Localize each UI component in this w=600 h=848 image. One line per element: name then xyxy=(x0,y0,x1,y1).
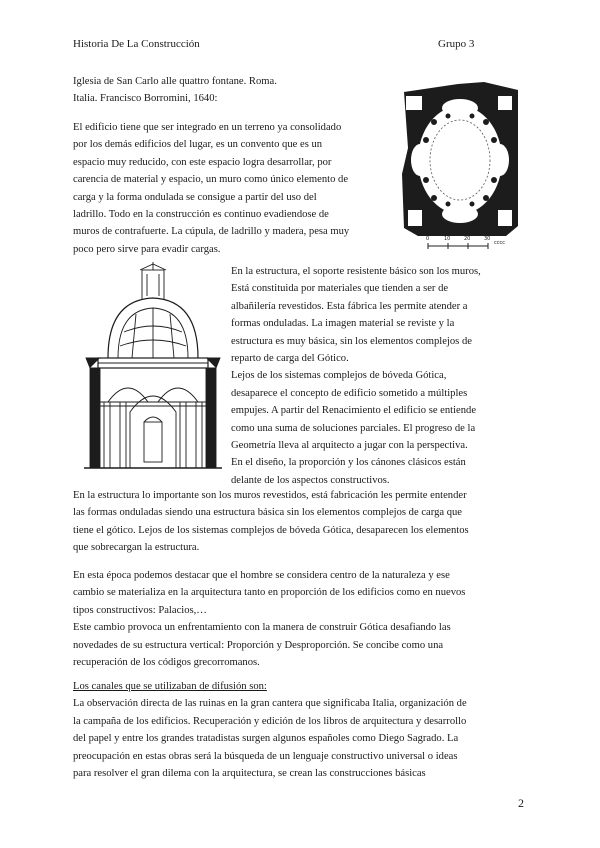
paragraph-3 xyxy=(73,487,469,557)
paragraph-line: cambio se materializa en la arquitectura tanto en proporción de los edificios como en nuevos xyxy=(73,587,466,599)
paragraph-5 xyxy=(73,678,467,782)
plan-niche xyxy=(491,144,509,176)
paragraph-line: poco pero sirve para evadir cargas. xyxy=(73,243,221,255)
section-right-wall xyxy=(206,368,216,468)
paragraph-4 xyxy=(73,567,465,671)
section-left-wall xyxy=(90,368,100,468)
plan-scale-label: 0 xyxy=(426,236,430,242)
paragraph-line: tipos constructivos: Palacios,… xyxy=(73,604,207,616)
paragraph-line: reparto de carga del Gótico. xyxy=(231,353,349,365)
paragraph-line: por los demás edificios del lugar, es un convento que es un xyxy=(73,139,323,151)
plan-side-room xyxy=(498,210,512,226)
paragraph-line: desaparece el concepto de edificio sometido a múltiples xyxy=(231,387,468,399)
plan-niche xyxy=(442,205,478,223)
paragraph-line: El edificio tiene que ser integrado en un terreno ya consolidado xyxy=(73,122,342,133)
section-central-arch xyxy=(130,396,176,468)
paragraph-line: Este cambio provoca un enfrentamiento con la manera de construir Gótica desafiando las xyxy=(73,622,451,634)
intro-line: Italia. Francisco Borromini, 1640: xyxy=(73,93,218,105)
section-lantern xyxy=(142,270,164,300)
paragraph-line: empujes. A partir del Renacimiento el edificio se entiende xyxy=(231,405,477,417)
intro-line: Iglesia de San Carlo alle quattro fontane. Roma. xyxy=(73,76,277,87)
paragraph-2 xyxy=(231,263,481,489)
page-number: 2 xyxy=(518,796,524,810)
paragraph-line: como una suma de soluciones parciales. El progreso de la xyxy=(231,422,476,434)
plan-niche xyxy=(411,144,429,176)
paragraph-line: delante de los aspectos constructivos. xyxy=(231,474,390,486)
paragraph-line: estructura es muy básica, sin los elementos complejos de xyxy=(231,335,472,347)
plan-scale-label: 10 xyxy=(444,236,451,242)
paragraph-line: preocupación en estas obras será la búsqueda de un lenguaje constructivo universal o ideas xyxy=(73,750,458,762)
plan-side-room xyxy=(408,210,422,226)
paragraph-line: En esta época podemos destacar que el hombre se considera centro de la naturaleza y ese xyxy=(73,570,450,581)
paragraph-line: En la estructura, el soporte resistente básico son los muros, xyxy=(231,266,481,277)
paragraph-line: ladrillo. Todo en la construcción es continuo evadiendose de xyxy=(73,209,329,221)
header-title: Historia De La Construcción xyxy=(73,38,200,50)
paragraph-line: para resolver el gran dilema con la arquitectura, se crean las construcciones básicas xyxy=(73,768,426,780)
section-columns xyxy=(104,402,202,468)
paragraph-line: espacio muy reducido, con este espacio logra desarrollar, por xyxy=(73,156,332,168)
plan-scale-label: 20 xyxy=(464,236,471,242)
paragraph-line: del papel y entre los grandes tratadistas surgen algunos españoles como Diego Sagrado. La xyxy=(73,733,459,745)
paragraph-line: En el diseño, la proporción y los cánones clásicos están xyxy=(231,457,466,469)
paragraph-line: carga y la forma ondulada se consigue a partir del uso del xyxy=(73,191,317,203)
paragraph-line: muros de contrafuerte. La cúpula, de ladrillo y madera, pesa muy xyxy=(73,226,350,238)
church-floor-plan-figure xyxy=(398,78,524,260)
paragraph-line: carencia de material y espacio, un muro como único elemento de xyxy=(73,174,349,186)
paragraph-line: albañilería revestidos. Esta fábrica les permite atender a xyxy=(231,300,468,312)
paragraph-line: la campaña de los edificios. Recuperación y edición de los libros de arquitectura y desarrollo xyxy=(73,715,467,727)
paragraph-line: tiene el gótico. Lejos de los sistemas complejos de bóveda Gótica, desaparecen los elementos xyxy=(73,524,469,536)
section-heading: Los canales que se utilizaban de difusión son: xyxy=(73,681,267,692)
paragraph-line: formas onduladas. La imagen material se reviste y la xyxy=(231,318,455,330)
plan-side-room xyxy=(406,96,422,110)
header-group: Grupo 3 xyxy=(438,38,475,50)
plan-scale-label: 30 xyxy=(484,236,491,242)
plan-unit-label: cccc xyxy=(494,240,505,246)
paragraph-line: Geometría lleva al arquitecto a jugar con la perspectiva. xyxy=(231,440,468,452)
plan-oval-hall xyxy=(418,106,502,214)
paragraph-line: novedades de su estructura vertical: Proporción y Desproporción. Se concibe como una xyxy=(73,639,444,651)
paragraph-line: las formas onduladas siendo una estructura básica sin los elementos complejos de carga que xyxy=(73,507,463,519)
church-section-figure xyxy=(84,262,222,472)
paragraph-1 xyxy=(73,119,349,258)
paragraph-line: Lejos de los sistemas complejos de bóveda Gótica, xyxy=(231,370,447,382)
paragraph-line: En la estructura lo importante son los muros revestidos, está fabricación les permite entender xyxy=(73,490,467,501)
paragraph-line: recuperación de los códigos grecorromanos. xyxy=(73,657,260,669)
paragraph-line: Está constituida por materiales que tienden a ser de xyxy=(231,283,449,295)
paragraph-line: La observación directa de las ruinas en la gran cantera que significaba Italia, organización de xyxy=(73,698,467,710)
paragraph-line: que sobrecargan la estructura. xyxy=(73,542,200,554)
plan-side-room xyxy=(498,96,512,110)
intro xyxy=(73,73,277,108)
